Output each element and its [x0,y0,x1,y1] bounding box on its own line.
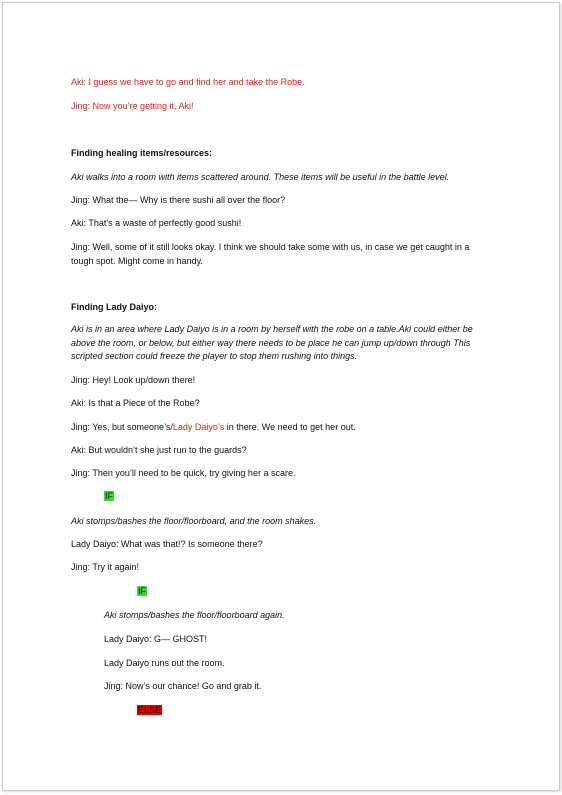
if-tag: IF [105,491,113,501]
if-tag: IF [138,586,146,596]
stage-direction: Aki is in an area where Lady Daiyo is in a room by herself with the robe on a table.Aki could either be above the room, or below, but either way there needs to be place he can jump up/down through This scripted section could freeze the player to stop them rushing into things. [71,324,473,361]
dialogue-line: Aki: I guess we have to go and find her and take the Robe. [71,77,305,87]
dialogue-line: Aki: But wouldn’t she just run to the guards? [71,445,247,455]
character-name: Lady Daiyo’s [172,422,225,432]
stage-direction: Aki stomps/bashes the floor/floorboard again. [104,610,285,620]
dialogue-line: Jing: Hey! Look up/down there! [71,375,196,385]
dialogue-line: Jing: Try it again! [71,562,140,572]
section-heading: Finding Lady Daiyo: [71,302,158,312]
dialogue-line: Jing: Then you’ll need to be quick, try giving her a scare. [71,468,296,478]
else-tag: ELSE [138,705,162,715]
branch-marker [104,490,114,504]
dialogue-line: Jing: Well, some of it still looks okay. I think we should take some with us, in case we get caught in a tough spot. Might come in handy. [71,242,470,266]
section-heading: Finding healing items/resources: [71,148,213,158]
dialogue-line: Lady Daiyo: G— GHOST! [104,634,208,644]
dialogue-line: Aki: That’s a waste of perfectly good sushi! [71,218,242,228]
stage-direction: Aki walks into a room with items scattered around. These items will be useful in the battle level. [71,172,450,182]
dialogue-line: Jing: Now you’re getting it, Aki! [71,101,194,111]
dialogue-line [71,421,356,435]
dialogue-line: Jing: Now’s our chance! Go and grab it. [104,681,262,691]
dialogue-text: in there. We need to get her out. [224,422,356,432]
document-page [2,2,560,791]
dialogue-text: Jing: Yes, but someone’s/ [71,422,173,432]
branch-marker [137,585,147,599]
branch-marker [137,704,162,718]
dialogue-line: Aki: Is that a Piece of the Robe? [71,398,200,408]
dialogue-line: Lady Daiyo: What was that!? Is someone there? [71,539,263,549]
stage-direction: Aki stomps/bashes the floor/floorboard, and the room shakes. [71,516,317,526]
stage-direction: Lady Daiyo runs out the room. [104,658,225,668]
dialogue-line: Jing: What the— Why is there sushi all over the floor? [71,195,286,205]
